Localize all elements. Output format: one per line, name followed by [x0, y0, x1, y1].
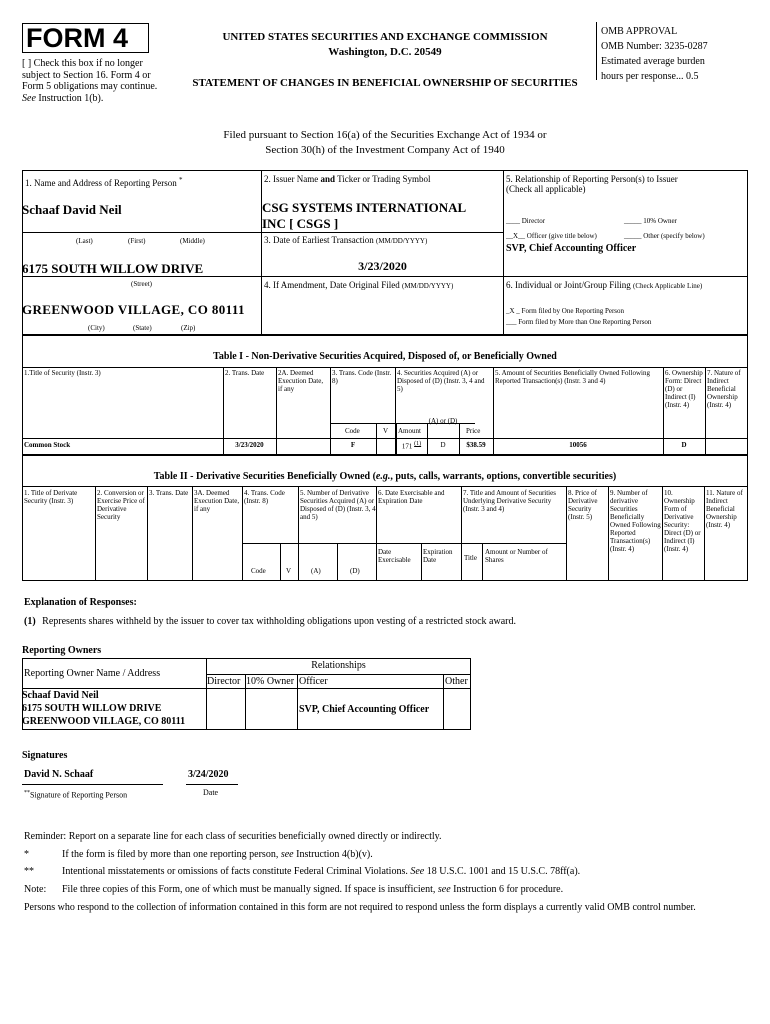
signature-label-text: Signature of Reporting Person: [30, 790, 128, 800]
owners-col-other: [443, 674, 444, 730]
table1-title: Table I - Non-Derivative Securities Acquired, Disposed of, or Beneficially Owned: [213, 351, 557, 362]
earliest-label-text: 3. Date of Earliest Transaction: [264, 235, 374, 245]
persons-notice: Persons who respond to the collection of information contained in this form are not required to respond unless the form displays a currently valid OMB control number.: [24, 902, 696, 913]
grid-divider-1: [261, 170, 262, 335]
issuer-name-line1: CSG SYSTEMS INTERNATIONAL: [262, 200, 467, 215]
owners-col-officer-label: Officer: [299, 676, 328, 687]
table1-header-top: [22, 367, 748, 368]
t1-row-date: 3/23/2020: [235, 441, 264, 449]
t2-col-2: [95, 486, 96, 581]
footnote-star1: [24, 849, 29, 860]
filing-one-person[interactable]: _X _ Form filed by One Reporting Person: [506, 307, 625, 315]
earliest-transaction-date: 3/23/2020: [358, 259, 407, 273]
t1-col-2a: [276, 367, 277, 455]
table2-title-eg: e.g.: [375, 471, 391, 482]
reporting-person-street: 6175 SOUTH WILLOW DRIVE: [22, 261, 204, 276]
reporting-person-label-text: 1. Name and Address of Reporting Person: [25, 178, 177, 188]
omb-divider: [596, 22, 597, 80]
owner-city: GREENWOOD VILLAGE, CO 80111: [22, 716, 186, 727]
t1-sub-v-label: V: [383, 427, 389, 435]
owners-col-rel-label: Relationships: [311, 660, 366, 671]
sec-agency: [178, 30, 592, 60]
t2-sub-d: [337, 543, 338, 581]
t2-sub-a-label: (A): [311, 567, 321, 575]
signature-label: [24, 790, 127, 800]
star1-mark: *: [24, 849, 29, 860]
issuer-name: [262, 200, 466, 232]
filing-label-sub: (Check Applicable Line): [633, 282, 703, 290]
table2-title: [22, 471, 748, 482]
footnote-star2: [24, 866, 34, 877]
grid-line-issuer-bottom: [261, 232, 503, 233]
star2-mark: **: [24, 866, 34, 877]
agency-line1: UNITED STATES SECURITIES AND EXCHANGE COMMISSION: [222, 31, 548, 43]
t1-row-amount: [396, 441, 427, 450]
t2-sub-d-label: (D): [350, 567, 360, 575]
date-label: Date: [203, 788, 219, 797]
checkbox-note-text: [ ] Check this box if no longer subject to Section 16. Form 4 or Form 5 obligations may continue.: [22, 58, 158, 92]
date-line: [186, 784, 238, 785]
officer-title: SVP, Chief Accounting Officer: [506, 243, 637, 254]
owners-col-officer: [297, 674, 298, 730]
issuer-label: [264, 174, 431, 184]
t2-col-6: [376, 486, 377, 581]
statement-title: STATEMENT OF CHANGES IN BENEFICIAL OWNERSHIP OF SECURITIES: [192, 77, 578, 89]
t1-sub-price-label: Price: [466, 427, 481, 435]
grid-line-name-bottom: [22, 232, 261, 233]
filing-label: [506, 280, 702, 290]
t2-sub-title-label: Title: [464, 554, 477, 562]
footnote-star2-text: [62, 866, 580, 877]
t2-h-price: 8. Price of Derivative Security (Instr. 5): [568, 489, 598, 522]
owner-officer-title: SVP, Chief Accounting Officer: [299, 704, 430, 715]
grid-divider-2: [503, 170, 504, 335]
issuer-label-post: Ticker or Trading Symbol: [335, 174, 431, 184]
owner-name: Schaaf David Neil: [22, 690, 99, 701]
amendment-label: [264, 280, 453, 290]
t2-h-conversion: 2. Conversion or Exercise Price of Derivative Security: [97, 489, 145, 522]
t1-sub-v: [376, 423, 377, 455]
note-text-post: Instruction 6 for procedure.: [450, 884, 564, 895]
t2-h-number: 5. Number of Derivative Securities Acquired (A) or Disposed of (D) (Instr. 3, 4 and 5): [300, 489, 376, 522]
omb-number: OMB Number: 3235-0287: [601, 41, 708, 52]
owners-rel-line: [206, 674, 471, 675]
note-see: see: [437, 884, 451, 895]
section16-checkbox-note[interactable]: [22, 58, 172, 104]
t1-col-7: [705, 367, 706, 455]
t2-h-underlying: 7. Title and Amount of Securities Underlying Derivative Security (Instr. 3 and 4): [463, 489, 556, 514]
star2-see: See: [410, 866, 425, 877]
explanation-note: [24, 616, 516, 627]
explanation-note-num: (1): [24, 616, 36, 627]
filed-line2: Section 30(h) of the Investment Company Act of 1940: [265, 144, 505, 156]
earliest-transaction-label: [264, 235, 427, 245]
amendment-label-text: 4. If Amendment, Date Original Filed: [264, 280, 400, 290]
issuer-name-line2: INC [ CSGS ]: [262, 216, 339, 231]
amendment-label-format: (MM/DD/YYYY): [401, 282, 454, 290]
owners-heading: Reporting Owners: [22, 645, 102, 656]
owners-col-other-label: Other: [445, 676, 468, 687]
t2-sub-date-ex-label: Date Exercisable: [378, 548, 411, 565]
t2-sub-exp-label: Expiration Date: [423, 548, 453, 565]
omb-title: OMB APPROVAL: [601, 26, 678, 37]
t1-h-acquired: 4. Securities Acquired (A) or Disposed of (D) (Instr. 3, 4 and 5): [397, 369, 485, 394]
director-check[interactable]: ____ Director: [506, 217, 546, 225]
state-label: (State): [133, 324, 152, 332]
reporting-person-label: [25, 176, 182, 188]
t1-sub-code-label: Code: [345, 427, 360, 435]
explanation-note-text: Represents shares withheld by the issuer to cover tax withholding obligations upon vesting of a restricted stock award.: [42, 616, 516, 627]
footnote-star1-text: [62, 849, 373, 860]
owner-address: [22, 689, 185, 728]
city-label: (City): [88, 324, 105, 332]
grid-line-date-bottom: [261, 276, 748, 277]
t1-row-title: Common Stock: [24, 441, 71, 449]
t2-col-4: [242, 486, 243, 581]
t1-h-nature: 7. Nature of Indirect Beneficial Ownership (Instr. 4): [707, 369, 741, 410]
table2-subheader-line: [242, 543, 566, 544]
table1-header-bottom: [22, 438, 748, 439]
t1-sub-price: [459, 423, 460, 455]
filed-line1: Filed pursuant to Section 16(a) of the Securities Exchange Act of 1934 or: [223, 129, 547, 141]
owner-street: 6175 SOUTH WILLOW DRIVE: [22, 703, 162, 714]
t2-col-9: [608, 486, 609, 581]
t1-sub-aord: [427, 423, 428, 455]
earliest-label-format: (MM/DD/YYYY): [375, 237, 428, 245]
t2-sub-title: [482, 543, 483, 581]
t1-row-code: F: [350, 441, 356, 449]
t2-col-11: [704, 486, 705, 581]
t2-h-owned: 9. Number of derivative Securities Beneficially Owned Following Reported Transaction(s) (Instr. 4): [610, 489, 661, 554]
ten-percent-owner-check[interactable]: _____ 10% Owner: [624, 217, 677, 225]
agency-line2: Washington, D.C. 20549: [328, 46, 442, 58]
t2-h-nature: 11. Nature of Indirect Beneficial Ownership (Instr. 4): [706, 489, 743, 530]
table2-title-post: , puts, calls, warrants, options, convertible securities): [390, 471, 617, 482]
street-label: (Street): [131, 280, 152, 288]
t1-h-deemed: 2A. Deemed Execution Date, if any: [278, 369, 324, 394]
t1-row-owned: 10056: [569, 441, 587, 449]
zip-label: (Zip): [181, 324, 196, 332]
signer-name: David N. Schaaf: [24, 769, 94, 780]
t2-sub-v-label: V: [286, 567, 292, 575]
t2-sub-v: [280, 543, 281, 581]
omb-burden1: Estimated average burden: [601, 56, 705, 67]
t2-col-10: [662, 486, 663, 581]
t2-col-8: [566, 486, 567, 581]
star1-see: see: [280, 849, 294, 860]
signature-line: [22, 784, 163, 785]
filed-pursuant: [100, 128, 670, 158]
star1-text-post: Instruction 4(b)(v).: [293, 849, 373, 860]
officer-check[interactable]: __X__ Officer (give title below): [506, 232, 597, 240]
relationship-label2: (Check all applicable): [506, 184, 586, 195]
note-text: [62, 884, 563, 895]
t1-h-form: 6. Ownership Form: Direct (D) or Indirect (I) (Instr. 4): [665, 369, 703, 410]
first-label: (First): [128, 237, 146, 245]
issuer-label-and: and: [320, 174, 335, 184]
omb-approval: [601, 24, 708, 84]
checkbox-note-see: See: [22, 92, 36, 104]
t1-h-owned: 5. Amount of Securities Beneficially Owned Following Reported Transaction(s) (Instr. 3 and 4): [495, 369, 650, 386]
table2-header-top: [22, 486, 748, 487]
owners-col-ten-label: 10% Owner: [246, 676, 295, 687]
t2-col-5: [298, 486, 299, 581]
owners-col-name-label: Reporting Owner Name / Address: [24, 668, 161, 679]
note-label: Note:: [24, 884, 47, 895]
t2-sub-code-label: Code: [251, 567, 266, 575]
filing-label-text: 6. Individual or Joint/Group Filing: [506, 280, 631, 290]
reminder: Reminder: Report on a separate line for each class of securities beneficially owned directly or indirectly.: [24, 831, 442, 842]
reporting-person-name: Schaaf David Neil: [22, 202, 122, 217]
t1-row-form: D: [681, 441, 687, 449]
owners-col-director-label: Director: [207, 676, 241, 687]
reporting-person-label-mark: *: [178, 176, 183, 184]
star1-text-pre: If the form is filed by more than one reporting person,: [62, 849, 281, 860]
form-title: FORM 4: [26, 23, 129, 53]
middle-label: (Middle): [180, 237, 205, 245]
t2-col-7: [461, 486, 462, 581]
t2-h-exercisable: 6. Date Exercisable and Expiration Date: [378, 489, 445, 506]
t1-row-amount-value: 171: [401, 442, 413, 451]
signatures-heading: Signatures: [22, 750, 68, 761]
issuer-label-pre: 2. Issuer Name: [264, 174, 321, 184]
t2-h-form: 10. Ownership Form of Derivative Security: Direct (D) or Indirect (I) (Instr. 4): [664, 489, 701, 554]
reporting-person-city: GREENWOOD VILLAGE, CO 80111: [22, 302, 245, 317]
t1-h-code: 3. Trans. Code (Instr. 8): [332, 369, 392, 386]
filing-multiple-persons[interactable]: ___ Form filed by More than One Reporting Person: [506, 318, 652, 326]
star2-text-post: 18 U.S.C. 1001 and 15 U.S.C. 78ff(a).: [424, 866, 581, 877]
t1-sub-amount-label: Amount: [398, 427, 421, 435]
explanation-heading: Explanation of Responses:: [24, 597, 137, 608]
t1-row-price: $38.59: [466, 441, 486, 449]
t2-col-3: [147, 486, 148, 581]
t2-sub-amount-label: Amount or Number of Shares: [485, 548, 548, 565]
relationship-label: [506, 174, 678, 195]
checkbox-note-instr: Instruction 1(b).: [38, 92, 104, 104]
t1-row-amount-note[interactable]: (1): [414, 441, 422, 447]
last-label: (Last): [76, 237, 93, 245]
other-check[interactable]: _____ Other (specify below): [624, 232, 705, 240]
t1-sub-aord-label: (A) or (D): [428, 417, 458, 425]
signature-date: 3/24/2020: [188, 769, 229, 780]
omb-burden2: hours per response... 0.5: [601, 71, 699, 82]
t2-sub-exp: [421, 543, 422, 581]
table2-title-pre: Table II - Derivative Securities Beneficially Owned (: [153, 471, 376, 482]
note-text-pre: File three copies of this Form, one of which must be manually signed. If space is insufficient,: [62, 884, 438, 895]
t2-h-date: 3. Trans. Date: [149, 489, 189, 497]
t2-h-deemed: 3A. Deemed Execution Date, if any: [194, 489, 240, 514]
t1-h-title: 1.Title of Security (Instr. 3): [24, 369, 101, 377]
relationship-label1: 5. Relationship of Reporting Person(s) to Issuer: [506, 174, 678, 184]
t2-h-code: 4. Trans. Code (Instr. 8): [244, 489, 285, 506]
star2-text-pre: Intentional misstatements or omissions of facts constitute Federal Criminal Violations.: [62, 866, 411, 877]
t2-h-title: 1. Title of Derivate Security (Instr. 3): [24, 489, 78, 506]
t1-row-aord: D: [440, 441, 446, 449]
signature-label-mark: **: [24, 790, 30, 796]
t1-h-date: 2. Trans. Date: [225, 369, 265, 377]
t2-col-3a: [192, 486, 193, 581]
